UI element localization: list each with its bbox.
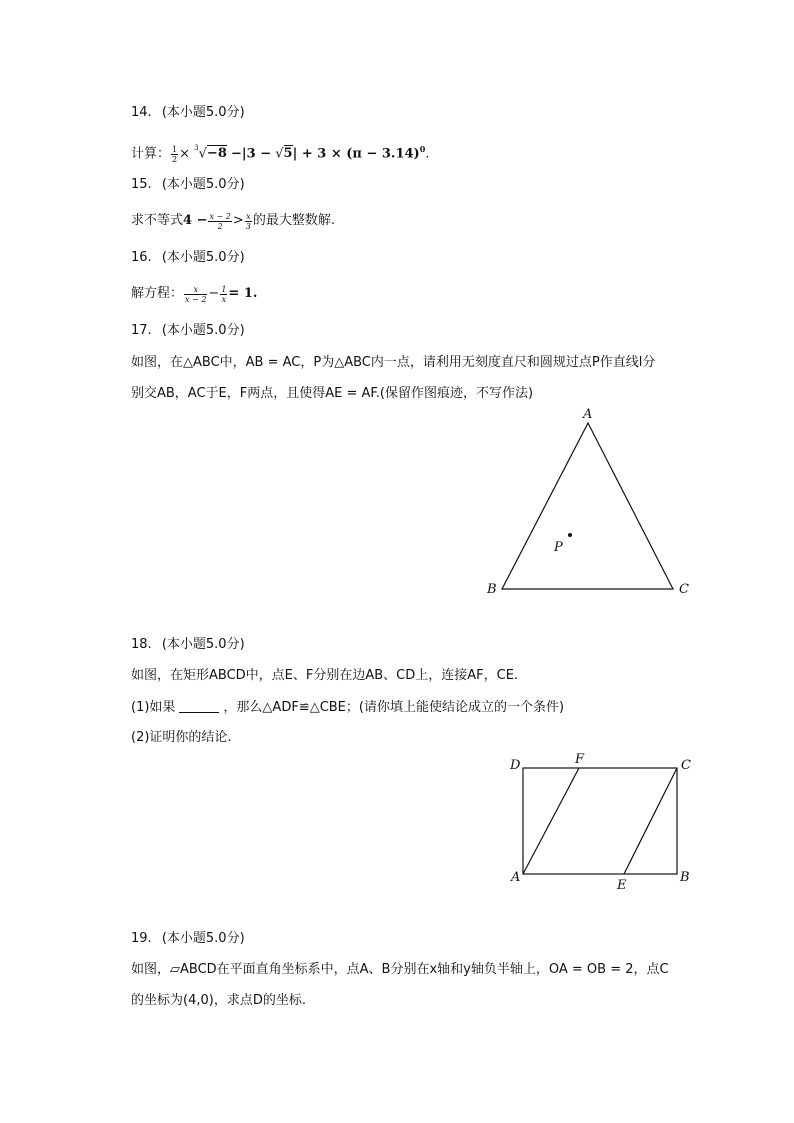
label-p: P: [554, 540, 563, 555]
segment-ce: [624, 768, 677, 874]
q16-score-tag: (本小题5.0分): [161, 250, 245, 265]
q15-gt: >: [232, 213, 244, 228]
q15-number: 15.: [131, 177, 152, 192]
triangle-abc: [502, 423, 673, 589]
q18-line-3: (2)证明你的结论.: [131, 730, 232, 745]
q18-header: [131, 636, 245, 654]
q16-prefix: 解方程：: [131, 286, 184, 301]
q17-score-tag: (本小题5.0分): [161, 323, 245, 338]
label-d: D: [510, 758, 521, 773]
q14-root-index: 3: [194, 144, 199, 152]
q15-score-tag: (本小题5.0分): [161, 177, 245, 192]
label-c: C: [681, 758, 691, 773]
q17-header: [131, 322, 245, 340]
q15-suffix: 的最大整数解.: [252, 213, 336, 228]
q16-header: [131, 249, 245, 267]
q18-score-tag: (本小题5.0分): [161, 637, 245, 652]
radical-icon: √: [275, 146, 284, 162]
q14-number: 14.: [131, 105, 152, 120]
q15-fraction-2: $\frac{x}{3}$: [245, 212, 251, 231]
q18-line-2-a: (1)如果: [131, 700, 176, 715]
q14-fraction: $\frac{1}{2}$: [172, 145, 178, 165]
q14-score-tag: (本小题5.0分): [161, 105, 245, 120]
point-p-dot: [568, 533, 572, 537]
q14-problem: [131, 140, 429, 164]
segment-af: [523, 768, 579, 874]
q15-fraction-1: $\frac{x - 2}{2}$: [209, 212, 231, 231]
q16-fraction-2: $\frac{1}{x}$: [221, 285, 227, 304]
q17-number: 17.: [131, 323, 152, 338]
q16-rhs: = 1.: [228, 286, 258, 301]
label-e: E: [617, 878, 627, 893]
q14-header: [131, 104, 245, 122]
q14-end: .: [425, 146, 430, 162]
q15-header: [131, 176, 245, 194]
q14-minus-abs: −|3 −: [231, 146, 272, 162]
answer-blank[interactable]: [179, 698, 219, 713]
label-f: F: [575, 752, 585, 767]
q19-score-tag: (本小题5.0分): [161, 931, 245, 946]
q19-number: 19.: [131, 931, 152, 946]
q17-line-1: 如图，在△ABC中，AB = AC，P为△ABC内一点，请利用无刻度直尺和圆规过点P作直线l分: [131, 355, 656, 370]
q18-line-1: 如图，在矩形ABCD中，点E、F分别在边AB、CD上，连接AF，CE.: [131, 668, 519, 683]
label-a: A: [583, 407, 593, 422]
q15-problem: [131, 212, 335, 231]
q16-fraction-1: $\frac{x}{x - 2}$: [185, 285, 207, 304]
q15-four-minus: 4 −: [183, 213, 208, 228]
q14-times: ×: [179, 146, 191, 162]
q14-tail: | + 3 × (π − 3.14): [292, 146, 420, 162]
q14-radicand: −8: [206, 146, 227, 162]
q18-line-2: [131, 698, 564, 717]
label-b: B: [487, 582, 497, 597]
q19-line-2: 的坐标为(4,0)，求点D的坐标.: [131, 993, 306, 1008]
q19-header: [131, 930, 245, 948]
label-b: B: [680, 870, 690, 885]
rectangle-abcd: [523, 768, 677, 874]
q16-minus: −: [208, 286, 220, 301]
q19-line-1: 如图，▱ABCD在平面直角坐标系中，点A、B分别在x轴和y轴负半轴上，OA = OB = 2，点C: [131, 962, 669, 977]
q16-problem: [131, 285, 257, 304]
q14-prefix: 计算：: [131, 146, 171, 162]
q18-rectangle-figure: [505, 748, 705, 893]
q14-radicand-2: 5: [283, 146, 293, 162]
q18-number: 18.: [131, 637, 152, 652]
q17-triangle-figure: [480, 400, 700, 600]
q17-line-2: 别交AB，AC于E，F两点，且使得AE = AF.(保留作图痕迹，不写作法): [131, 386, 534, 401]
label-c: C: [679, 582, 689, 597]
q15-prefix: 求不等式: [131, 213, 184, 228]
q18-line-2-b: ，那么△ADF≌△CBE；(请你填上能使结论成立的一个条件): [223, 700, 565, 715]
q14-exponent: 0: [419, 144, 426, 154]
q16-number: 16.: [131, 250, 152, 265]
radical-icon: √: [198, 146, 207, 162]
label-a: A: [511, 870, 521, 885]
